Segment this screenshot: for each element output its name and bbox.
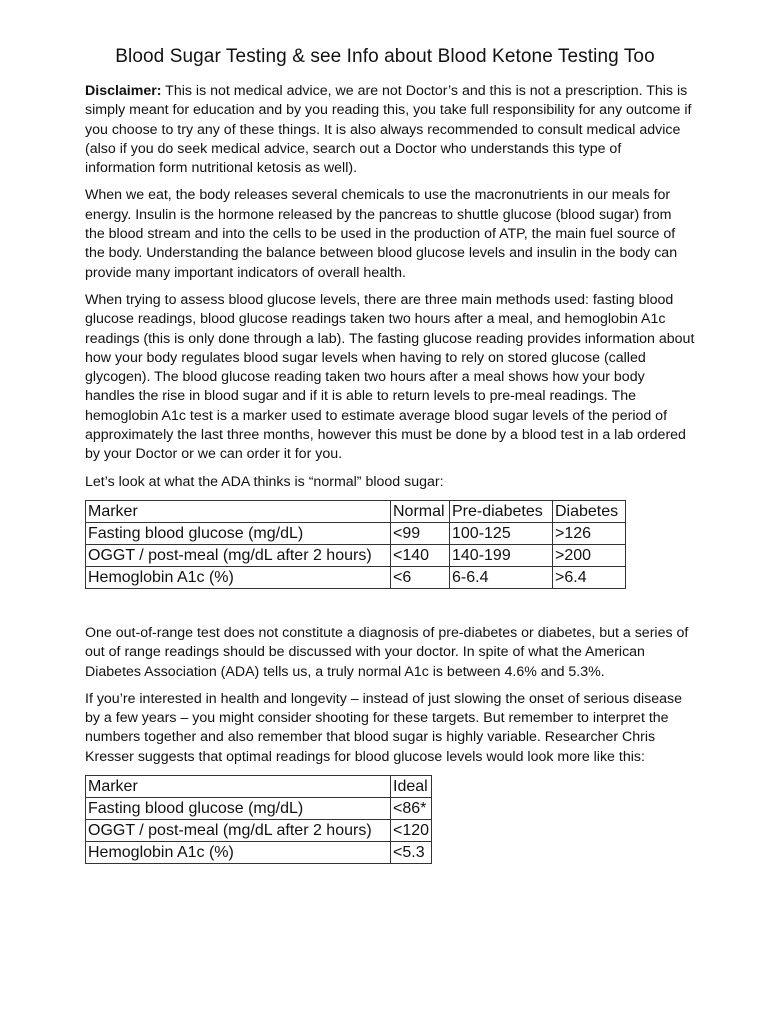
table-header-cell: Diabetes xyxy=(553,500,626,522)
table-cell: OGGT / post-meal (mg/dL after 2 hours) xyxy=(86,820,391,842)
table-row xyxy=(86,798,432,820)
table-header-cell: Normal xyxy=(391,500,450,522)
disclaimer-paragraph xyxy=(85,82,695,178)
table-cell: OGGT / post-meal (mg/dL after 2 hours) xyxy=(86,544,391,566)
ideal-blood-sugar-table xyxy=(85,775,432,864)
table-cell: <99 xyxy=(391,522,450,544)
document-page xyxy=(85,46,695,864)
table-cell: <6 xyxy=(391,566,450,588)
paragraph-testing-methods: When trying to assess blood glucose levels, there are three main methods used: fasting blood glucose readings, blood glucose readings taken two hours after a meal, and hemoglobin A1c readings (this is only done through a lab). The fasting glucose reading provides information about how your body regulates blood sugar levels when having to rely on stored glucose (called glycogen). The blood glucose reading taken two hours after a meal shows how your body handles the rise in blood sugar and if it is able to return levels to pre-meal readings. The hemoglobin A1c test is a marker used to estimate average blood sugar levels of the period of approximately the last three months, however this must be done by a blood test in a lab ordered by your Doctor or we can order it for you. xyxy=(85,291,695,463)
document-title: Blood Sugar Testing & see Info about Blood Ketone Testing Too xyxy=(115,46,655,67)
table-cell: 6-6.4 xyxy=(450,566,553,588)
table-header-cell: Marker xyxy=(86,776,391,798)
table-cell: <140 xyxy=(391,544,450,566)
table-row xyxy=(86,522,626,544)
table-cell: Hemoglobin A1c (%) xyxy=(86,842,391,864)
paragraph-ada-intro: Let’s look at what the ADA thinks is “normal” blood sugar: xyxy=(85,473,444,490)
table-cell: <86* xyxy=(391,798,432,820)
table-cell: >6.4 xyxy=(553,566,626,588)
table-cell: >200 xyxy=(553,544,626,566)
table-row xyxy=(86,544,626,566)
table-row xyxy=(86,566,626,588)
table-cell: Hemoglobin A1c (%) xyxy=(86,566,391,588)
disclaimer-label: Disclaimer: xyxy=(85,83,162,99)
table-header-cell: Marker xyxy=(86,500,391,522)
paragraph-insulin: When we eat, the body releases several chemicals to use the macronutrients in our meals for energy. Insulin is the hormone released by the pancreas to shuttle glucose (blood sugar) from the blood stream and into the cells to be used in the production of ATP, the main fuel source of the body. Understanding the balance between blood glucose levels and insulin in the body can provide many important indicators of overall health. xyxy=(85,187,678,281)
table-header-row xyxy=(86,776,432,798)
ada-blood-sugar-table xyxy=(85,500,626,589)
paragraph-out-of-range: One out-of-range test does not constitute a diagnosis of pre-diabetes or diabetes, but a series of out of range readings should be discussed with your doctor. In spite of what the American Diabetes Association (ADA) tells us, a truly normal A1c is between 4.6% and 5.3%. xyxy=(85,624,689,680)
table-cell: <5.3 xyxy=(391,842,432,864)
table-header-cell: Pre-diabetes xyxy=(450,500,553,522)
table-header-row xyxy=(86,500,626,522)
table-cell: <120 xyxy=(391,820,432,842)
table-cell: 140-199 xyxy=(450,544,553,566)
table-cell: 100-125 xyxy=(450,522,553,544)
table-header-cell: Ideal xyxy=(391,776,432,798)
table-row xyxy=(86,820,432,842)
table-cell: >126 xyxy=(553,522,626,544)
disclaimer-text: This is not medical advice, we are not Doctor’s and this is not a prescription. This is simply meant for education and by you reading this, you take full responsibility for any outcome if you choose to try any of these things. It is also always recommended to consult medical advice (also if you do seek medical advice, search out a Doctor who understands this type of information form nutritional ketosis as well). xyxy=(85,83,692,177)
table-row xyxy=(86,842,432,864)
paragraph-optimal-targets: If you’re interested in health and longevity – instead of just slowing the onset of serious disease by a few years – you might consider shooting for these targets. But remember to interpret the numbers together and also remember that blood sugar is highly variable. Researcher Chris Kresser suggests that optimal readings for blood glucose levels would look more like this: xyxy=(85,690,683,765)
table-cell: Fasting blood glucose (mg/dL) xyxy=(86,522,391,544)
table-cell: Fasting blood glucose (mg/dL) xyxy=(86,798,391,820)
